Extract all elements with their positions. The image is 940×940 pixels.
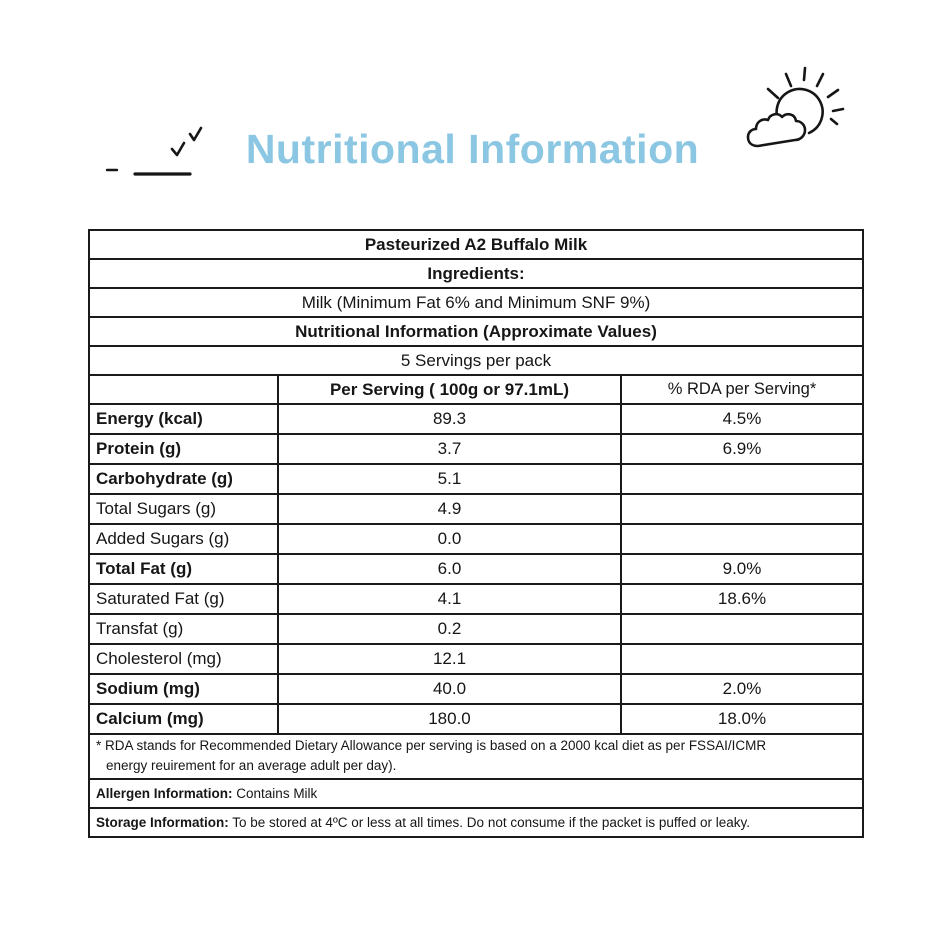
nutrient-label: Energy (kcal)	[89, 404, 278, 434]
table-row	[89, 464, 863, 494]
rda-value: 2.0%	[621, 674, 863, 704]
nutrient-label: Total Sugars (g)	[89, 494, 278, 524]
nutrient-label: Saturated Fat (g)	[89, 584, 278, 614]
section-title-cell: Milk (Minimum Fat 6% and Minimum SNF 9%)	[89, 288, 863, 317]
per-serving-value: 40.0	[278, 674, 621, 704]
nutrition-table-title-rows	[89, 230, 863, 375]
per-serving-value: 5.1	[278, 464, 621, 494]
section-title-cell: 5 Servings per pack	[89, 346, 863, 375]
section-title-row	[89, 230, 863, 259]
rda-value: 18.6%	[621, 584, 863, 614]
section-title-row	[89, 346, 863, 375]
rda-value	[621, 494, 863, 524]
sun-cloud-icon	[744, 62, 852, 156]
table-row	[89, 644, 863, 674]
rda-value	[621, 614, 863, 644]
allergen-label: Allergen Information:	[96, 785, 233, 801]
section-title-cell: Pasteurized A2 Buffalo Milk	[89, 230, 863, 259]
storage-label: Storage Information:	[96, 814, 229, 830]
rda-value: 9.0%	[621, 554, 863, 584]
rda-value	[621, 644, 863, 674]
footnote-row	[89, 734, 863, 779]
table-row	[89, 614, 863, 644]
table-row	[89, 494, 863, 524]
nutrition-table	[88, 229, 862, 838]
per-serving-value: 89.3	[278, 404, 621, 434]
section-title-cell: Ingredients:	[89, 259, 863, 288]
table-row	[89, 554, 863, 584]
per-serving-value: 180.0	[278, 704, 621, 734]
footnote-line-2: energy reuirement for an average adult per day).	[106, 758, 397, 774]
table-row	[89, 524, 863, 554]
column-header-rda: % RDA per Serving*	[621, 375, 863, 404]
nutrient-label: Calcium (mg)	[89, 704, 278, 734]
footnote-line-1: * RDA stands for Recommended Dietary Allowance per serving is based on a 2000 kcal diet as per FSSAI/ICMR	[96, 738, 767, 753]
per-serving-value: 4.1	[278, 584, 621, 614]
per-serving-value: 0.2	[278, 614, 621, 644]
rda-value: 6.9%	[621, 434, 863, 464]
rda-footnote	[89, 734, 863, 779]
table-row	[89, 584, 863, 614]
rda-value	[621, 524, 863, 554]
table-row	[89, 674, 863, 704]
table-row	[89, 434, 863, 464]
nutrient-label: Total Fat (g)	[89, 554, 278, 584]
column-header-per-serving: Per Serving ( 100g or 97.1mL)	[278, 375, 621, 404]
nutrient-label: Added Sugars (g)	[89, 524, 278, 554]
dashes-icon	[104, 164, 196, 180]
per-serving-value: 4.9	[278, 494, 621, 524]
rda-value: 4.5%	[621, 404, 863, 434]
nutrient-label: Transfat (g)	[89, 614, 278, 644]
allergen-text: Contains Milk	[236, 785, 318, 801]
page-title: Nutritional Information	[245, 126, 700, 172]
nutrient-label: Sodium (mg)	[89, 674, 278, 704]
nutrition-table-body	[89, 404, 863, 734]
storage-text: To be stored at 4ºC or less at all times. Do not consume if the packet is puffed or leaky.	[232, 814, 750, 830]
per-serving-value: 6.0	[278, 554, 621, 584]
column-header-blank	[89, 375, 278, 404]
section-title-row	[89, 317, 863, 346]
column-header-row	[89, 375, 863, 404]
rda-value: 18.0%	[621, 704, 863, 734]
per-serving-value: 12.1	[278, 644, 621, 674]
nutrient-label: Protein (g)	[89, 434, 278, 464]
allergen-row	[89, 779, 863, 808]
storage-row	[89, 808, 863, 837]
section-title-cell: Nutritional Information (Approximate Values)	[89, 317, 863, 346]
table-row	[89, 704, 863, 734]
section-title-row	[89, 259, 863, 288]
nutrient-label: Cholesterol (mg)	[89, 644, 278, 674]
per-serving-value: 0.0	[278, 524, 621, 554]
per-serving-value: 3.7	[278, 434, 621, 464]
nutrient-label: Carbohydrate (g)	[89, 464, 278, 494]
rda-value	[621, 464, 863, 494]
table-row	[89, 404, 863, 434]
section-title-row	[89, 288, 863, 317]
